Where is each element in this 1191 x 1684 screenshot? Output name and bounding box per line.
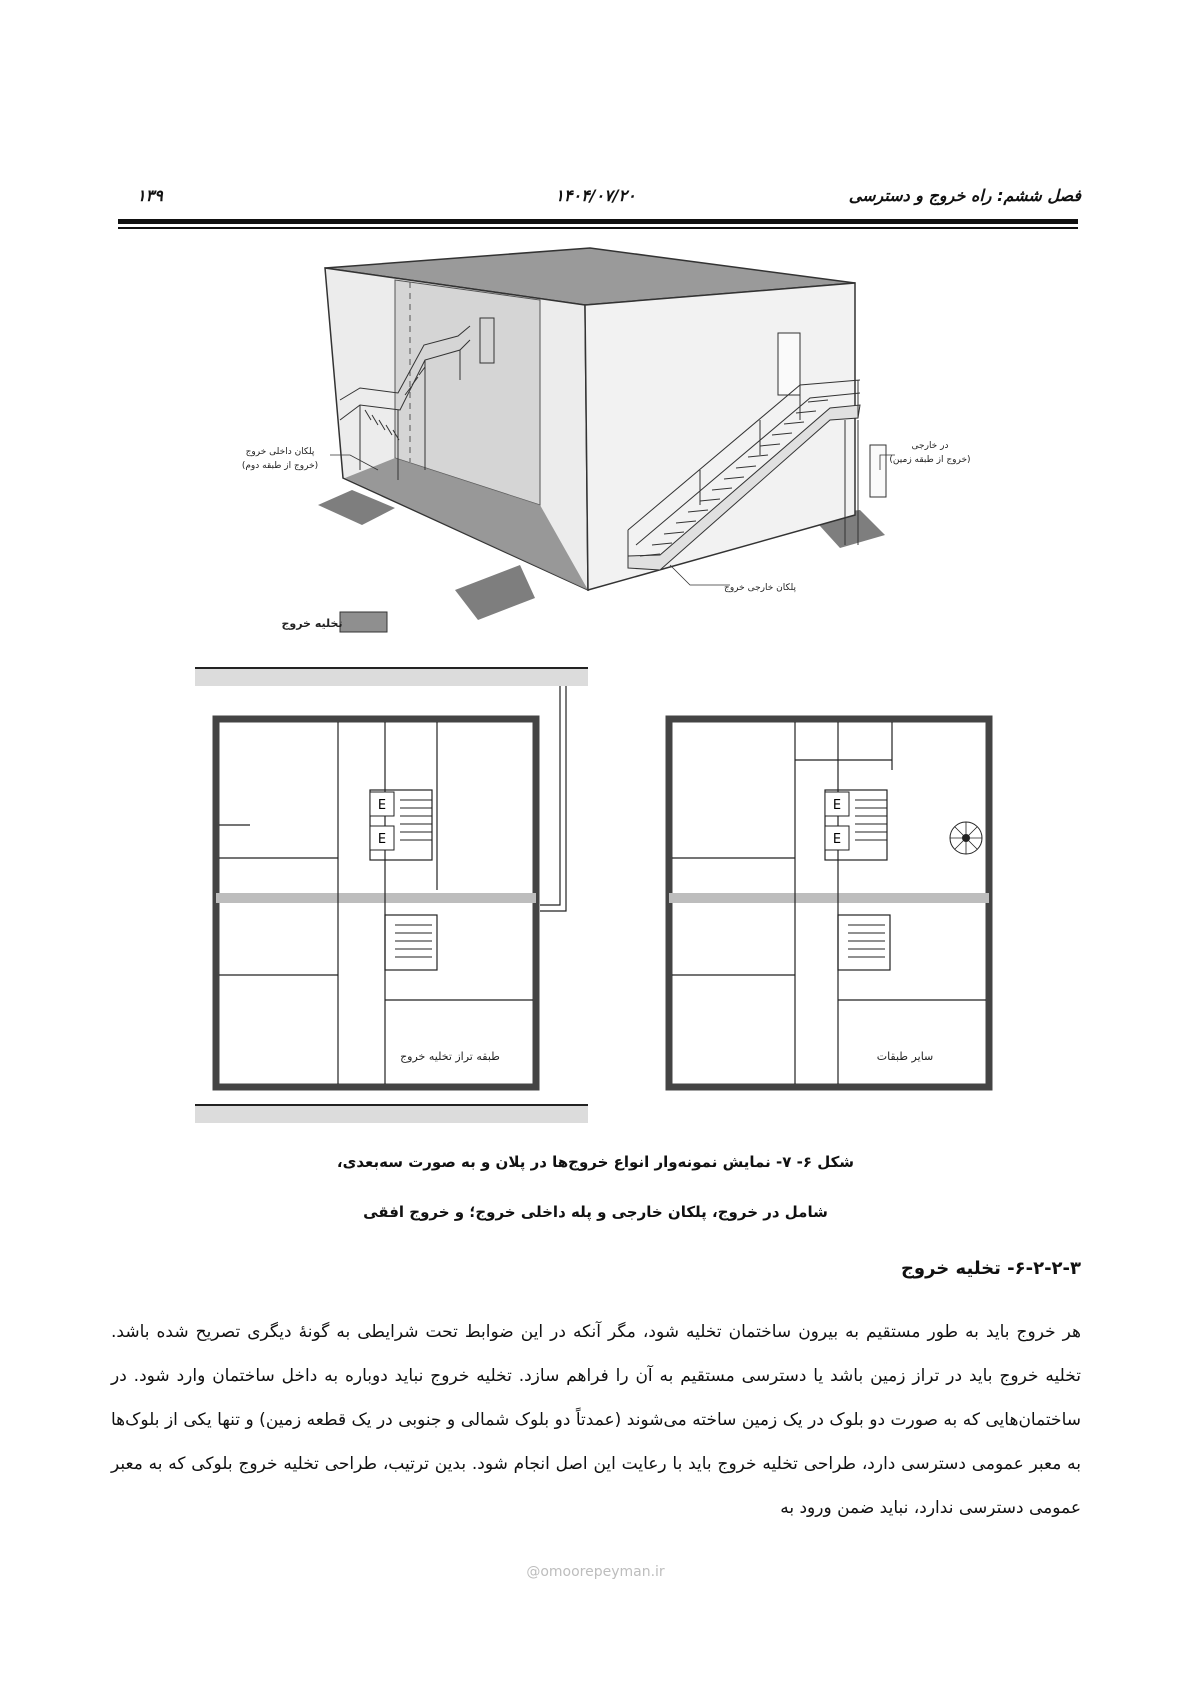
building-right-wall [585,283,855,590]
spiral-stair-symbol [950,822,982,854]
page-number: ۱۳۹ [137,186,163,205]
plan-right-stairs [848,800,887,957]
figure-caption-line1: شکل ۶- ۷- نمایش نمونه‌وار انواع خروج‌ها در پلان و به صورت سه‌بعدی، [336,1153,855,1171]
figure-caption-line2: شامل در خروج، پلکان خارجی و پله داخلی خروج؛ و خروج افقی [363,1203,828,1221]
exit-passage-line [540,686,560,905]
chapter-title: فصل ششم: راه خروج و دسترسی [848,186,1081,205]
plan-left-stairs [395,800,432,957]
plan-typical-floor [669,719,989,1087]
label-exterior-door-note: (خروج از طبقه زمین) [889,455,971,465]
label-exterior-door: در خارجی [911,441,949,451]
elevator-mark: E [832,798,842,813]
label-exterior-stair: پلکان خارجی خروج [724,583,796,593]
section-heading: ۶-۲-۲-۳- تخلیه خروج [900,1258,1081,1279]
building-3d-illustration [318,248,895,620]
elevator-mark: E [377,798,387,813]
elevator-mark: E [832,832,842,847]
legend-swatch [340,612,387,632]
shadow-front [455,565,535,620]
elevator-mark: E [377,832,387,847]
body-paragraph: هر خروج باید به طور مستقیم به بیرون ساختمان تخلیه شود، مگر آنکه در این ضوابط تحت شرایطی به گونهٔ دیگری تصریح شده باشد. تخلیه خروج باید در تراز زمین باشد یا دسترسی مستقیم به آن را فراهم سازد. تخلیه خروج نباید دوباره به داخل ساختمان وارد شود. در ساختمان‌هایی که به صورت دو بلوک در یک زمین ساخته می‌شوند (عمدتاً دو بلوک شمالی و جنوبی در یک قطعه زمین) و تنها یکی از بلوک‌ها به معبر عمومی دسترسی دارد، طراحی تخلیه خروج باید با رعایت این اصل انجام شود. بدین ترتیب، طراحی تخلیه خروج بلوکی که به معبر عمومی دسترسی ندارد، نباید ضمن ورود به [111,1322,1081,1518]
plan-discharge-level [195,668,588,1123]
plan-left-horizontal-exit [216,893,536,903]
label-interior-stair: پلکان داخلی خروج [245,447,315,457]
plan-left-elevators [370,792,394,850]
legend-label: تخلیه خروج [281,617,343,630]
watermark-text: @omoorepeyman.ir [526,1564,665,1580]
header-date: ۱۴۰۴/۰۷/۲۰ [555,186,636,205]
plan-right-horizontal-exit [669,893,989,903]
street-band-bottom [195,1105,588,1123]
plan-right-caption: سایر طبقات [876,1050,934,1063]
label-interior-stair-note: (خروج از طبقه دوم) [241,461,319,471]
plan-right-elevators [825,792,849,850]
plan-left-caption: طبقه تراز تخلیه خروج [400,1050,500,1063]
street-band-top [195,668,588,686]
